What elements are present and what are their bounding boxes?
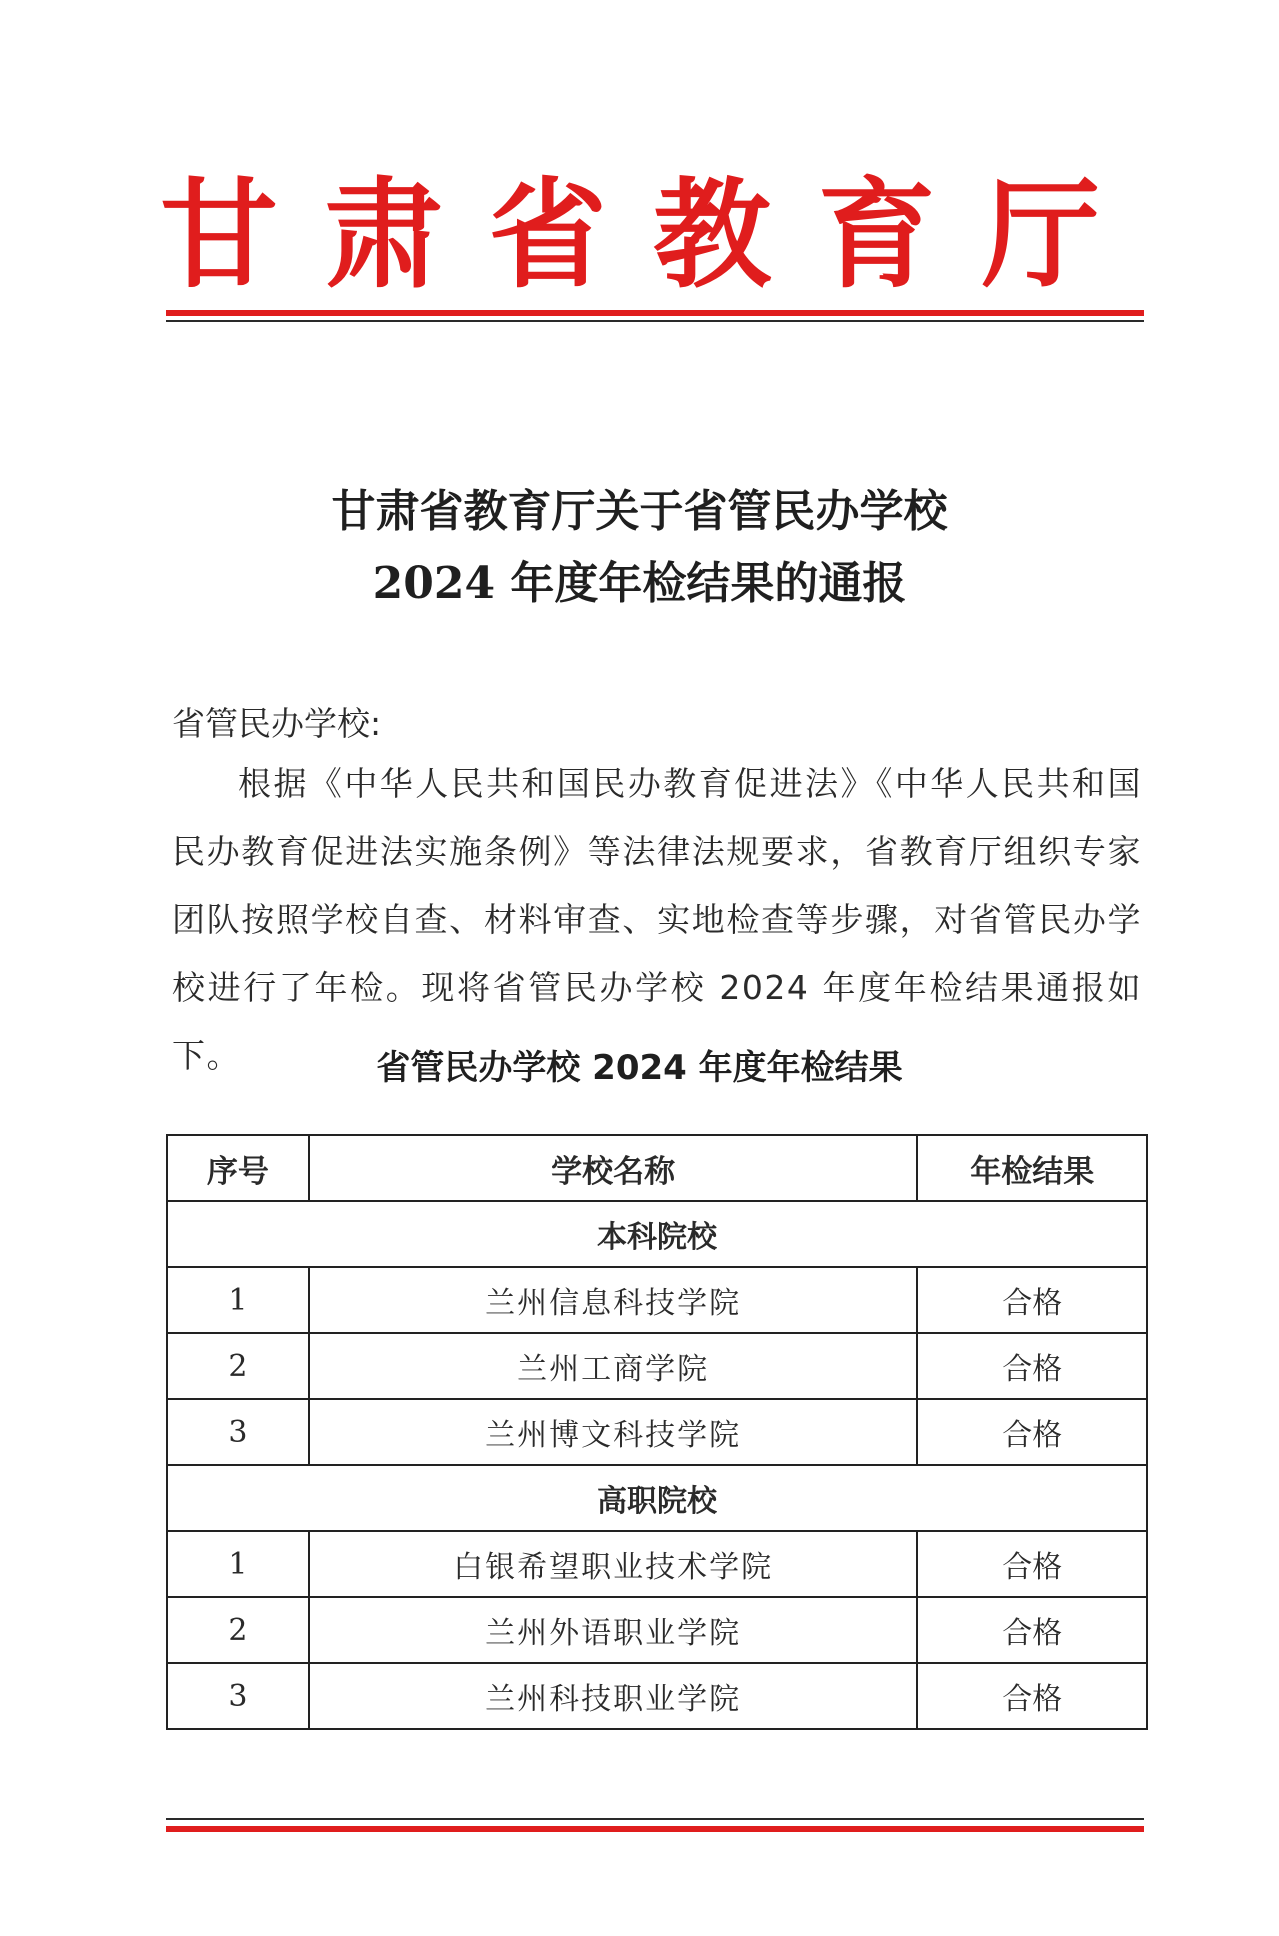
row-no: 3 [167, 1663, 309, 1729]
row-school-name: 兰州信息科技学院 [309, 1267, 918, 1333]
body-paragraph: 根据《中华人民共和国民办教育促进法》《中华人民共和国民办教育促进法实施条例》等法律法规要求，省教育厅组织专家团队按照学校自查、材料审查、实地检查等步骤，对省管民办学校进行了年检。现将省管民办学校 2024 年度年检结果通报如下。 [172, 764, 1142, 1075]
letterhead-char: 省 [488, 166, 607, 304]
letterhead-char: 甘 [160, 166, 279, 304]
document-title-line2: 2024 年度年检结果的通报 [372, 558, 907, 609]
row-school-name: 白银希望职业技术学院 [309, 1531, 918, 1597]
table-row [167, 1267, 1147, 1333]
row-no: 2 [167, 1333, 309, 1399]
table-row [167, 1399, 1147, 1465]
row-result: 合格 [917, 1531, 1147, 1597]
table-row [167, 1597, 1147, 1663]
row-result: 合格 [917, 1333, 1147, 1399]
letterhead-char: 厅 [981, 166, 1100, 304]
header-school-name: 学校名称 [309, 1135, 918, 1201]
letterhead-title [160, 165, 1100, 305]
document-title-line1: 甘肃省教育厅关于省管民办学校 [331, 486, 948, 537]
table-header-row [167, 1135, 1147, 1201]
salutation: 省管民办学校: [172, 704, 382, 743]
letterhead-char: 肃 [324, 166, 443, 304]
row-result: 合格 [917, 1663, 1147, 1729]
row-result: 合格 [917, 1267, 1147, 1333]
letterhead-char: 教 [653, 166, 772, 304]
letterhead-rule-red [166, 310, 1144, 316]
row-no: 1 [167, 1531, 309, 1597]
row-result: 合格 [917, 1399, 1147, 1465]
header-no: 序号 [167, 1135, 309, 1201]
table-row [167, 1531, 1147, 1597]
section-label-undergraduate: 本科院校 [167, 1201, 1147, 1267]
table-row [167, 1663, 1147, 1729]
row-no: 3 [167, 1399, 309, 1465]
section-label-vocational: 高职院校 [167, 1465, 1147, 1531]
table-title: 省管民办学校 2024 年度年检结果 [376, 1048, 903, 1088]
row-school-name: 兰州博文科技学院 [309, 1399, 918, 1465]
row-school-name: 兰州外语职业学院 [309, 1597, 918, 1663]
footer-rule-dark [166, 1818, 1144, 1820]
section-row [167, 1201, 1147, 1267]
table-row [167, 1333, 1147, 1399]
letterhead-rule-dark [166, 320, 1144, 322]
row-no: 1 [167, 1267, 309, 1333]
row-school-name: 兰州工商学院 [309, 1333, 918, 1399]
row-school-name: 兰州科技职业学院 [309, 1663, 918, 1729]
section-row [167, 1465, 1147, 1531]
row-result: 合格 [917, 1597, 1147, 1663]
header-result: 年检结果 [917, 1135, 1147, 1201]
row-no: 2 [167, 1597, 309, 1663]
footer-rule-red [166, 1826, 1144, 1832]
letterhead-char: 育 [817, 166, 936, 304]
results-table [166, 1134, 1148, 1730]
